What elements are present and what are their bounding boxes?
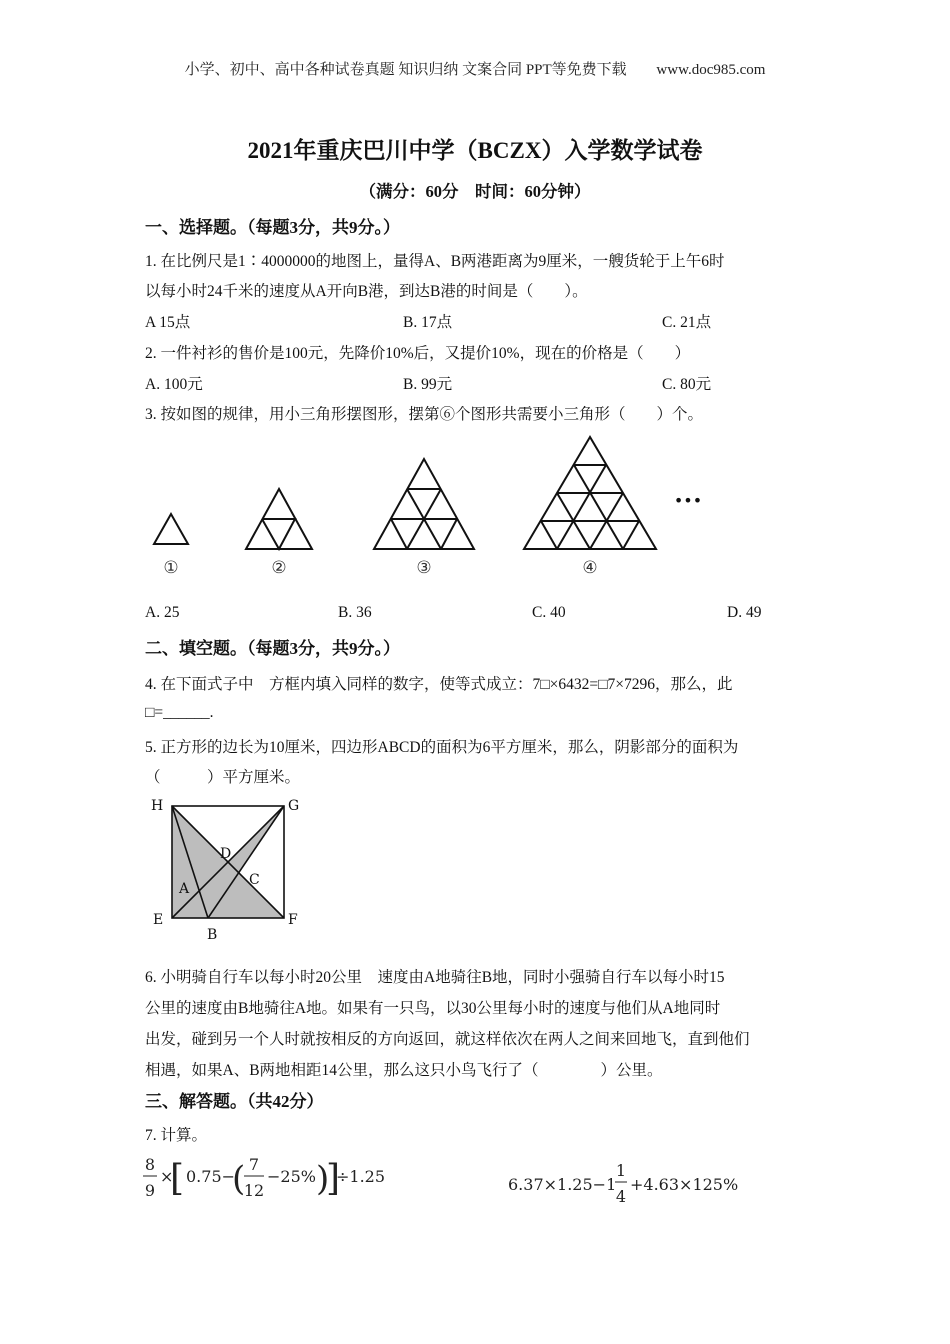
expr1-frac2-den: 12 xyxy=(243,1181,265,1200)
q2-line1: 2. 一件衬衫的售价是100元，先降价10%后，又提价10%，现在的价格是（ ） xyxy=(145,345,691,362)
expr1-lbrack: [ xyxy=(170,1158,185,1199)
q2-option-b: B. 99元 xyxy=(403,376,453,393)
q1-option-c: C. 21点 xyxy=(662,314,712,331)
q5-square-figure xyxy=(148,792,318,942)
triangle-fig-2 xyxy=(246,489,312,549)
label-b: B xyxy=(207,927,218,942)
q5-line1: 5. 正方形的边长为10厘米，四边形ABCD的面积为6平方厘米，那么，阴影部分的面积为 xyxy=(145,739,739,756)
header-site[interactable]: www.doc985.com xyxy=(656,62,766,78)
expr2-frac-num: 1 xyxy=(615,1161,627,1180)
q7-label: 7. 计算。 xyxy=(145,1127,208,1144)
expr1-times: × xyxy=(160,1167,174,1186)
page-title: 2021年重庆巴川中学（BCZX）入学数学试卷 xyxy=(247,138,703,163)
q3-option-a: A. 25 xyxy=(145,604,180,621)
q6-line3: 出发，碰到另一个人时就按相反的方向返回，就这样依次在两人之间来回地飞，直到他们 xyxy=(145,1031,750,1048)
q3-option-d: D. 49 xyxy=(727,604,762,621)
q1-option-a: A 15点 xyxy=(145,314,191,331)
q3-option-c: C. 40 xyxy=(532,604,566,621)
q4-line1: 4. 在下面式子中 方框内填入同样的数字，使等式成立：7□×6432=□7×7296，那么，此 xyxy=(145,676,733,693)
triangle-fig-3 xyxy=(374,459,474,549)
q2-option-c: C. 80元 xyxy=(662,376,712,393)
expr1-frac1-den: 9 xyxy=(144,1181,156,1200)
expr2-b: +4.63×125% xyxy=(630,1175,739,1194)
label-g: G xyxy=(288,798,300,814)
section1-heading: 一、选择题。（每题3分，共9分。） xyxy=(145,218,400,237)
expr1-rparen: ) xyxy=(316,1159,330,1199)
label-a: A xyxy=(179,881,190,897)
q2-option-a: A. 100元 xyxy=(145,376,203,393)
q1-option-b: B. 17点 xyxy=(403,314,453,331)
label-e: E xyxy=(153,912,164,928)
label-h: H xyxy=(151,798,164,814)
q6-line4: 相遇，如果A、B两地相距14公里，那么这只小鸟飞行了（ ）公里。 xyxy=(145,1062,663,1079)
q5-line2: （ ）平方厘米。 xyxy=(145,769,301,786)
expr1-lparen: ( xyxy=(232,1159,246,1199)
q1-line2: 以每小时24千米的速度从A开向B港，到达B港的时间是（ ）。 xyxy=(145,283,588,300)
fig-label-4: ④ xyxy=(582,558,598,578)
label-c: C xyxy=(249,872,260,888)
label-d: D xyxy=(220,846,232,862)
q3-option-b: B. 36 xyxy=(338,604,372,621)
page-header xyxy=(0,58,950,79)
expr1-c: ÷1.25 xyxy=(336,1167,386,1186)
expr1-rbrack: ] xyxy=(326,1158,341,1199)
q1-line1: 1. 在比例尺是1∶4000000的地图上，量得A、B两港距离为9厘米，一艘货轮于上午6时 xyxy=(145,253,725,270)
fig-label-2: ② xyxy=(271,558,287,578)
expr2-a: 6.37×1.25−1 xyxy=(508,1175,617,1194)
triangle-fig-4 xyxy=(524,437,656,549)
expr2-frac-den: 4 xyxy=(615,1187,627,1206)
expression-1 xyxy=(140,1150,400,1214)
expr1-frac2-num: 7 xyxy=(248,1155,260,1174)
q3-line1: 3. 按如图的规律，用小三角形摆图形，摆第⑥个图形共需要小三角形（ ）个。 xyxy=(145,406,704,423)
q6-line1: 6. 小明骑自行车以每小时20公里 速度由A地骑往B地，同时小强骑自行车以每小时15 xyxy=(145,969,725,986)
expr1-b: −25% xyxy=(267,1167,316,1186)
q3-triangle-figure xyxy=(140,432,720,582)
expr1-a: 0.75− xyxy=(186,1167,236,1186)
q4-line2: □=______. xyxy=(145,704,214,721)
expr1-frac1-num: 8 xyxy=(144,1155,156,1174)
q6-line2: 公里的速度由B地骑往A地。如果有一只鸟，以30公里每小时的速度与他们从A地同时 xyxy=(145,1000,721,1017)
section2-heading: 二、填空题。（每题3分，共9分。） xyxy=(145,639,400,658)
fig-label-3: ③ xyxy=(416,558,432,578)
triangle-fig-1 xyxy=(154,514,188,544)
expression-2 xyxy=(508,1160,758,1216)
fig-label-1: ① xyxy=(163,558,179,578)
header-text: 小学、初中、高中各种试卷真题 知识归纳 文案合同 PPT等免费下载 xyxy=(184,62,627,78)
fig-ellipsis: ••• xyxy=(673,491,703,510)
page-subtitle: （满分：60分 时间：60分钟） xyxy=(359,182,591,201)
label-f: F xyxy=(288,912,298,928)
section3-heading: 三、解答题。（共42分） xyxy=(145,1092,324,1111)
